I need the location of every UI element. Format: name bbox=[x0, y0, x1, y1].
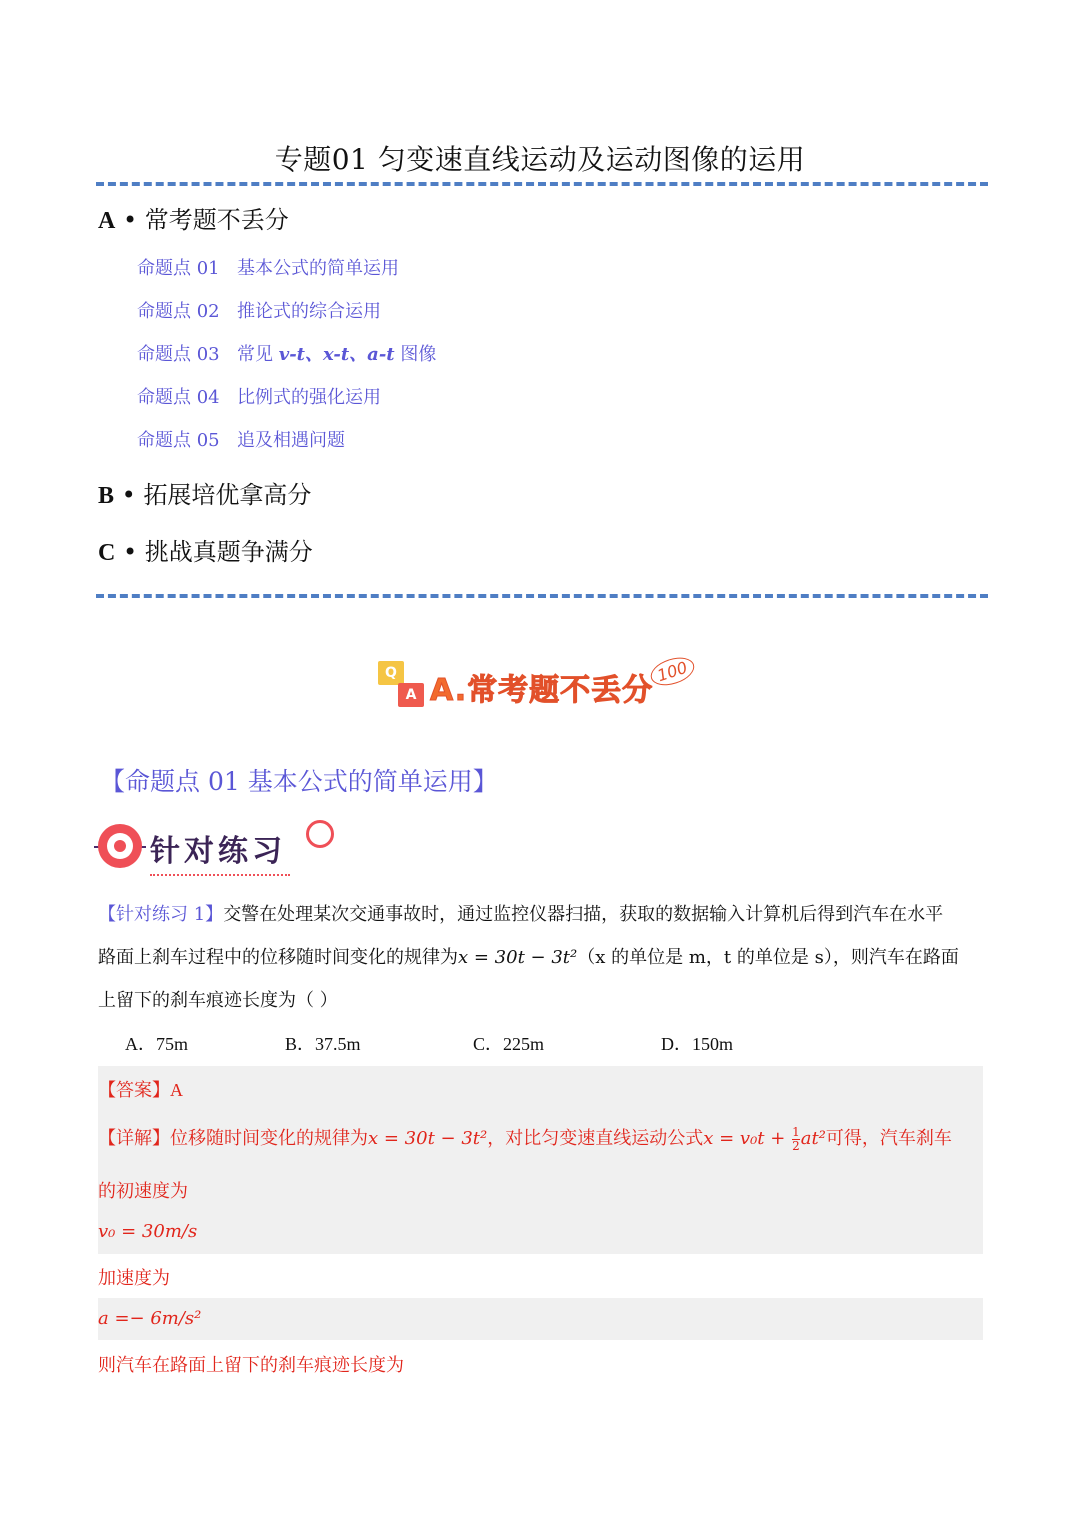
section-label: 常考题不丢分 bbox=[144, 206, 289, 234]
question-formula: x = 30t − 3t² bbox=[458, 947, 578, 968]
question-block bbox=[98, 893, 983, 1022]
detail-line-2: 的初速度为 bbox=[98, 1181, 188, 1202]
divider-top bbox=[96, 182, 988, 186]
detail-formula-1: x = 30t − 3t² bbox=[368, 1128, 488, 1149]
section-b-heading: B • 拓展培优拿高分 bbox=[98, 481, 312, 509]
toc-num: 命题点 05 bbox=[137, 430, 220, 451]
toc-num: 命题点 02 bbox=[137, 301, 220, 322]
q-icon: Q bbox=[378, 661, 404, 685]
option-c[interactable]: C．225m bbox=[473, 1034, 545, 1054]
question-line-2: 路面上刹车过程中的位移随时间变化的规律为x = 30t − 3t²（x 的单位是 m，t 的单位是 s），则汽车在路面 bbox=[98, 947, 959, 968]
answer-label: 【答案】 bbox=[98, 1080, 170, 1101]
detail-label: 【详解】 bbox=[98, 1128, 170, 1149]
point-heading: 【命题点 01 基本公式的简单运用】 bbox=[100, 767, 498, 796]
toc-item-04[interactable] bbox=[137, 383, 381, 409]
page-title: 专题01 匀变速直线运动及运动图像的运用 bbox=[274, 143, 806, 176]
dartboard-icon bbox=[306, 820, 334, 848]
toc-label-suffix: 图像 bbox=[394, 344, 437, 365]
practice-logo bbox=[98, 822, 348, 882]
option-d[interactable]: D．150m bbox=[661, 1034, 734, 1054]
toc-label: 比例式的强化运用 bbox=[237, 387, 381, 408]
toc-item-02[interactable] bbox=[137, 297, 381, 323]
answer-shade bbox=[98, 1066, 983, 1254]
section-letter: C bbox=[98, 540, 116, 566]
banner-text: A.常考题不丢分 bbox=[430, 673, 654, 708]
target-icon bbox=[98, 824, 142, 868]
accel-label: 加速度为 bbox=[98, 1268, 170, 1289]
option-b[interactable]: B．37.5m bbox=[285, 1034, 361, 1054]
section-letter: B bbox=[98, 483, 115, 509]
toc-item-05[interactable] bbox=[137, 426, 345, 452]
question-line-3: 上留下的刹车痕迹长度为（ ） bbox=[98, 990, 338, 1011]
toc-label: 追及相遇问题 bbox=[237, 430, 345, 451]
final-line: 则汽车在路面上留下的刹车痕迹长度为 bbox=[98, 1355, 404, 1376]
toc-item-01[interactable] bbox=[137, 254, 399, 280]
score-100-icon: 100 bbox=[647, 653, 697, 691]
option-a[interactable]: A．75m bbox=[125, 1034, 189, 1054]
toc-item-03[interactable] bbox=[137, 340, 436, 366]
toc-label-prefix: 常见 bbox=[237, 344, 279, 365]
toc-label: 推论式的综合运用 bbox=[237, 301, 381, 322]
toc-num: 命题点 01 bbox=[137, 258, 220, 279]
toc-label-math: v-t、x-t、a-t bbox=[278, 344, 395, 365]
detail-formula-2: x = v₀t + $\frac{1}{2}$ at² bbox=[703, 1124, 826, 1153]
question-line-1: 【针对练习 1】交警在处理某次交通事故时，通过监控仪器扫描，获取的数据输入计算机后得到汽车在水平 bbox=[98, 904, 944, 925]
accel-equation: a =− 6m/s² bbox=[98, 1308, 202, 1329]
section-a-heading: A • 常考题不丢分 bbox=[98, 206, 289, 234]
section-c-heading: C • 挑战真题争满分 bbox=[98, 538, 313, 566]
practice-logo-text: 针对练习 bbox=[150, 834, 286, 869]
accel-shade bbox=[98, 1298, 983, 1340]
toc-label: 基本公式的简单运用 bbox=[237, 258, 399, 279]
a-icon: A bbox=[398, 683, 424, 707]
section-letter: A bbox=[98, 208, 116, 234]
wavy-underline bbox=[150, 870, 290, 876]
divider-bottom bbox=[96, 594, 988, 598]
answer-value: A bbox=[170, 1080, 183, 1100]
toc-num: 命题点 03 bbox=[137, 344, 220, 365]
section-label: 拓展培优拿高分 bbox=[143, 481, 312, 509]
detail-line-1: 【详解】位移随时间变化的规律为x = 30t − 3t²，对比匀变速直线运动公式x = v₀t + $\frac{1}{2}$ at²可得，汽车刹车 bbox=[98, 1124, 952, 1153]
section-a-banner bbox=[378, 655, 698, 715]
v0-equation: v₀ = 30m/s bbox=[98, 1221, 198, 1242]
section-label: 挑战真题争满分 bbox=[144, 538, 313, 566]
question-label: 【针对练习 1】 bbox=[98, 904, 224, 925]
toc-num: 命题点 04 bbox=[137, 387, 220, 408]
answer-line bbox=[98, 1076, 183, 1102]
